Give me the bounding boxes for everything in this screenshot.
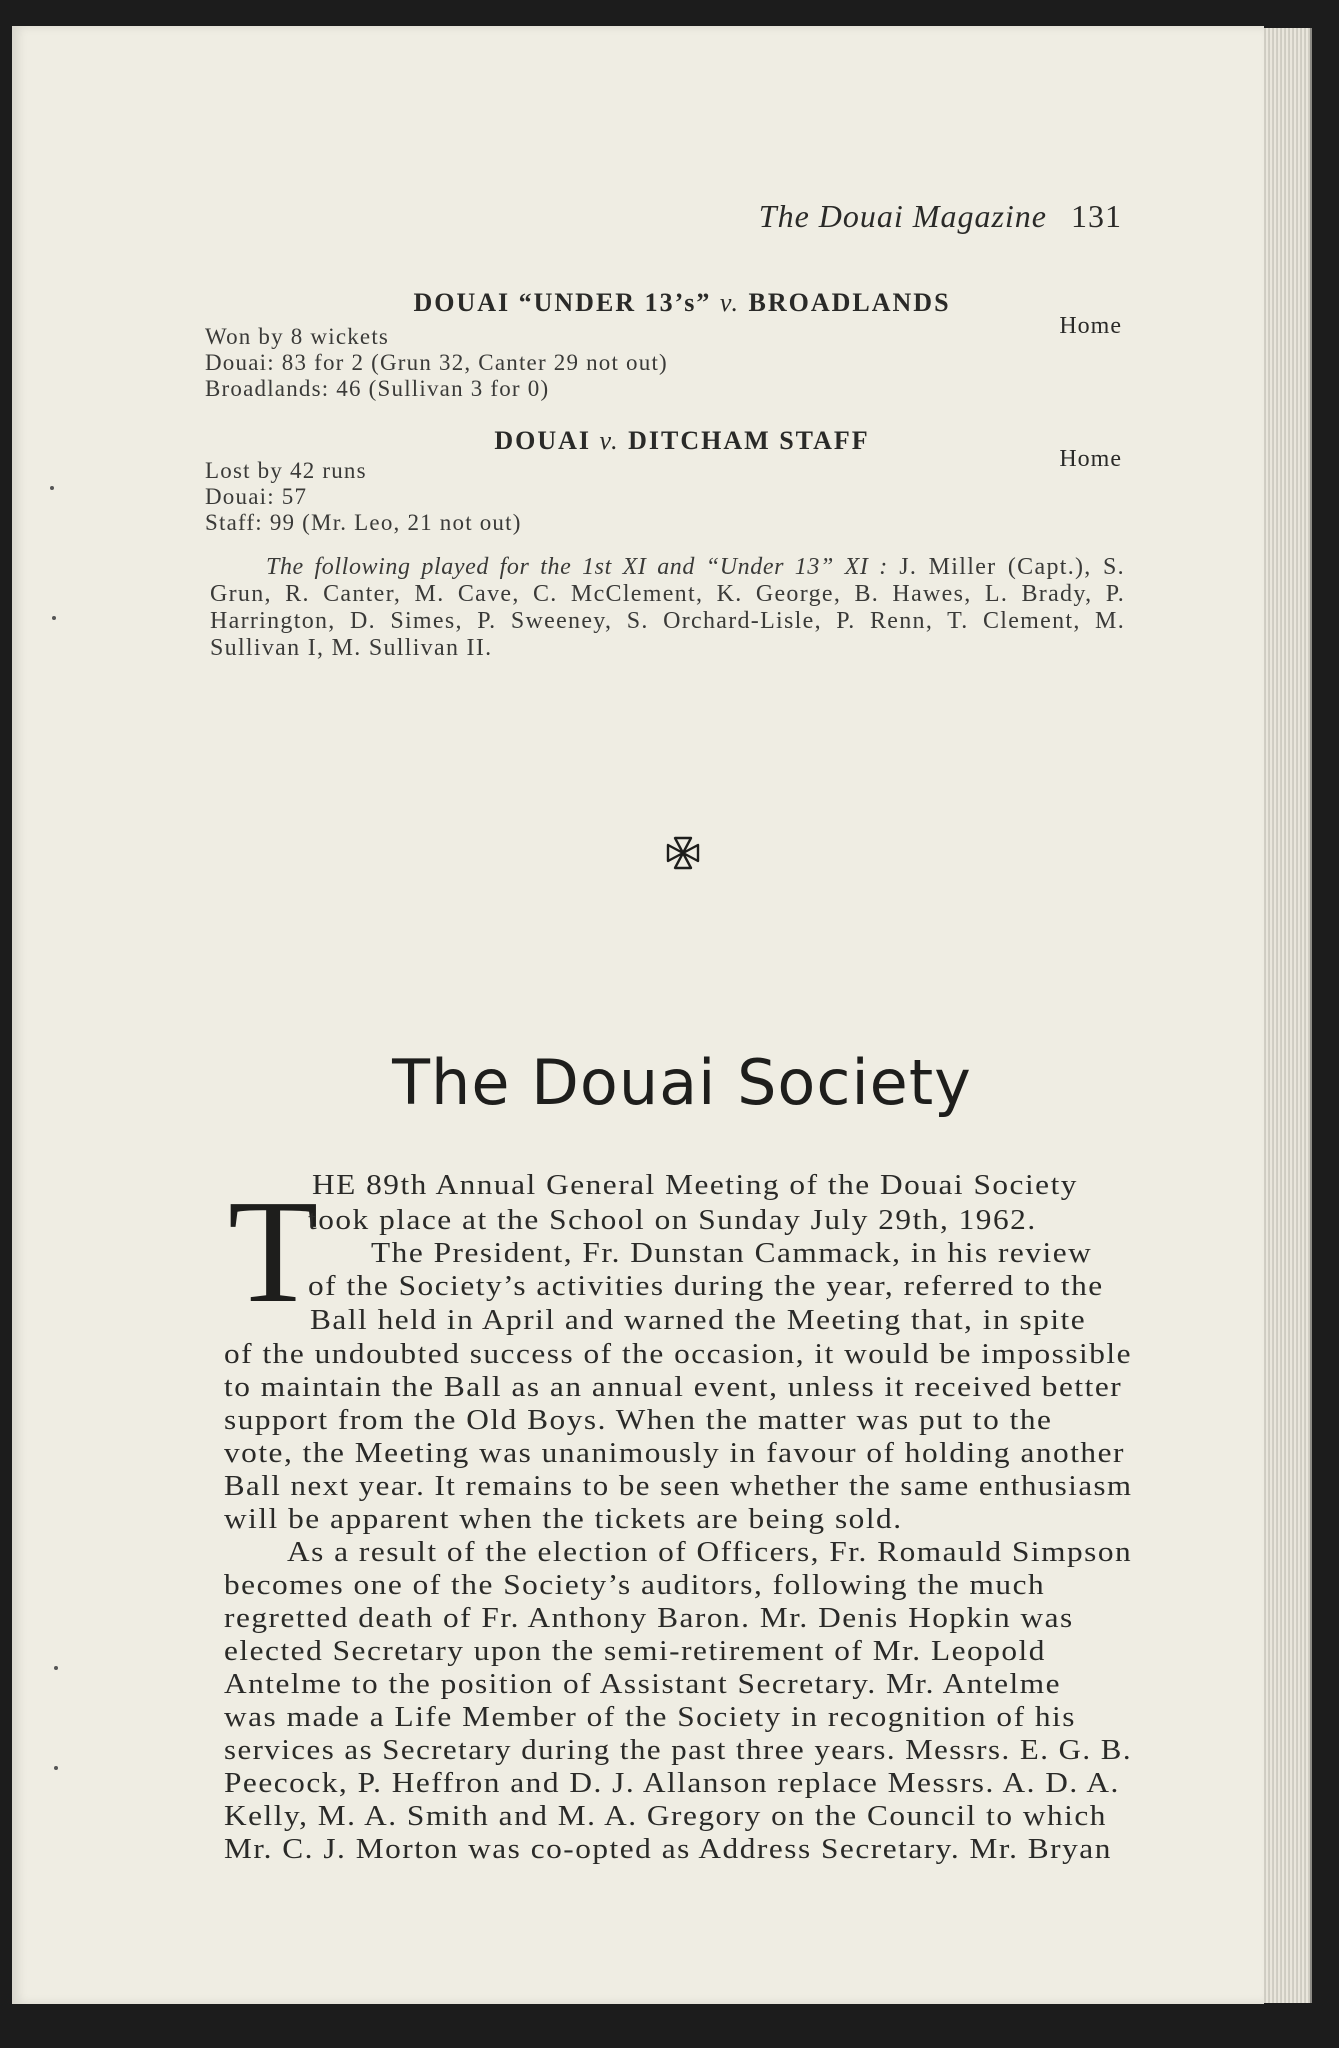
body-line: of the undoubted success of the occasion, it would be impossible: [224, 1338, 1133, 1370]
magazine-title: The Douai Magazine: [758, 198, 1047, 234]
body-line: Ball held in April and warned the Meeting that, in spite: [310, 1304, 1087, 1336]
match-title-opponent: BROADLANDS: [748, 288, 951, 317]
section-title: The Douai Society: [392, 1046, 972, 1119]
body-line: elected Secretary upon the semi-retirement of Mr. Leopold: [224, 1635, 1046, 1667]
body-line: Peecock, P. Heffron and D. J. Allanson replace Messrs. A. D. A.: [224, 1767, 1120, 1799]
match-result: Lost by 42 runs: [205, 458, 367, 483]
drop-cap: T: [228, 1170, 319, 1334]
page: [12, 26, 1264, 2004]
body-line: support from the Old Boys. When the matter was put to the: [224, 1404, 1053, 1436]
body-line: The President, Fr. Dunstan Cammack, in his review: [371, 1237, 1093, 1269]
body-line: HE 89th Annual General Meeting of the Douai Society: [312, 1169, 1078, 1201]
body-line: Ball next year. It remains to be seen whether the same enthusiasm: [224, 1470, 1133, 1502]
body-line: Mr. C. J. Morton was co-opted as Address Secretary. Mr. Bryan: [224, 1833, 1112, 1865]
match-result: Won by 8 wickets: [205, 324, 390, 349]
match-versus: v.: [719, 288, 741, 317]
match-title-home: DOUAI “UNDER 13’s”: [413, 288, 712, 317]
cross-ornament-icon: [666, 836, 700, 870]
match-title-opponent: DITCHAM STAFF: [628, 426, 870, 455]
body-line: As a result of the election of Officers, Fr. Romauld Simpson: [287, 1536, 1133, 1568]
match-venue: Home: [1059, 446, 1122, 472]
match-details: [205, 324, 668, 402]
match-details: [205, 458, 522, 536]
match-versus: v.: [599, 426, 620, 455]
match-title-home: DOUAI: [494, 426, 592, 455]
body-line: services as Secretary during the past three years. Messrs. E. G. B.: [224, 1734, 1133, 1766]
page-content: [12, 26, 1264, 2004]
match-score: Douai: 57: [205, 484, 308, 509]
match-title: [312, 426, 1052, 456]
players-intro: The following played for the 1st XI and “Under 13” XI :: [266, 554, 888, 580]
body-line: becomes one of the Society’s auditors, following the much: [224, 1569, 1046, 1601]
body-line: took place at the School on Sunday July 29th, 1962.: [308, 1204, 1037, 1236]
match-score: Douai: 83 for 2 (Grun 32, Canter 29 not out): [205, 350, 668, 375]
body-line: Kelly, M. A. Smith and M. A. Gregory on the Council to which: [224, 1800, 1107, 1832]
players-names: J. Miller (Capt.), S. Grun, R. Canter, M. Cave, C. McClement, K. George, B. Hawes, L. Brady, P. Harrington, D. Simes, P. Sweeney, S. Orchard-Lisle, P. Renn, T. Clement, M. Sullivan I, M. Sullivan II.: [210, 554, 1125, 661]
body-line: regretted death of Fr. Anthony Baron. Mr. Denis Hopkin was: [224, 1602, 1074, 1634]
body-line: was made a Life Member of the Society in recognition of his: [224, 1701, 1076, 1733]
body-line: to maintain the Ball as an annual event, unless it received better: [224, 1371, 1123, 1403]
body-line: will be apparent when the tickets are being sold.: [224, 1503, 903, 1535]
players-list: [210, 554, 1125, 662]
body-line: of the Society’s activities during the year, referred to the: [308, 1270, 1104, 1302]
match-venue: Home: [1059, 313, 1122, 339]
body-line: Antelme to the position of Assistant Secretary. Mr. Antelme: [224, 1668, 1062, 1700]
match-title: [312, 288, 1052, 318]
match-score: Broadlands: 46 (Sullivan 3 for 0): [205, 376, 550, 401]
body-line: vote, the Meeting was unanimously in favour of holding another: [224, 1437, 1125, 1469]
running-head: [652, 198, 1122, 235]
match-score: Staff: 99 (Mr. Leo, 21 not out): [205, 510, 522, 535]
page-number: 131: [1071, 198, 1122, 234]
